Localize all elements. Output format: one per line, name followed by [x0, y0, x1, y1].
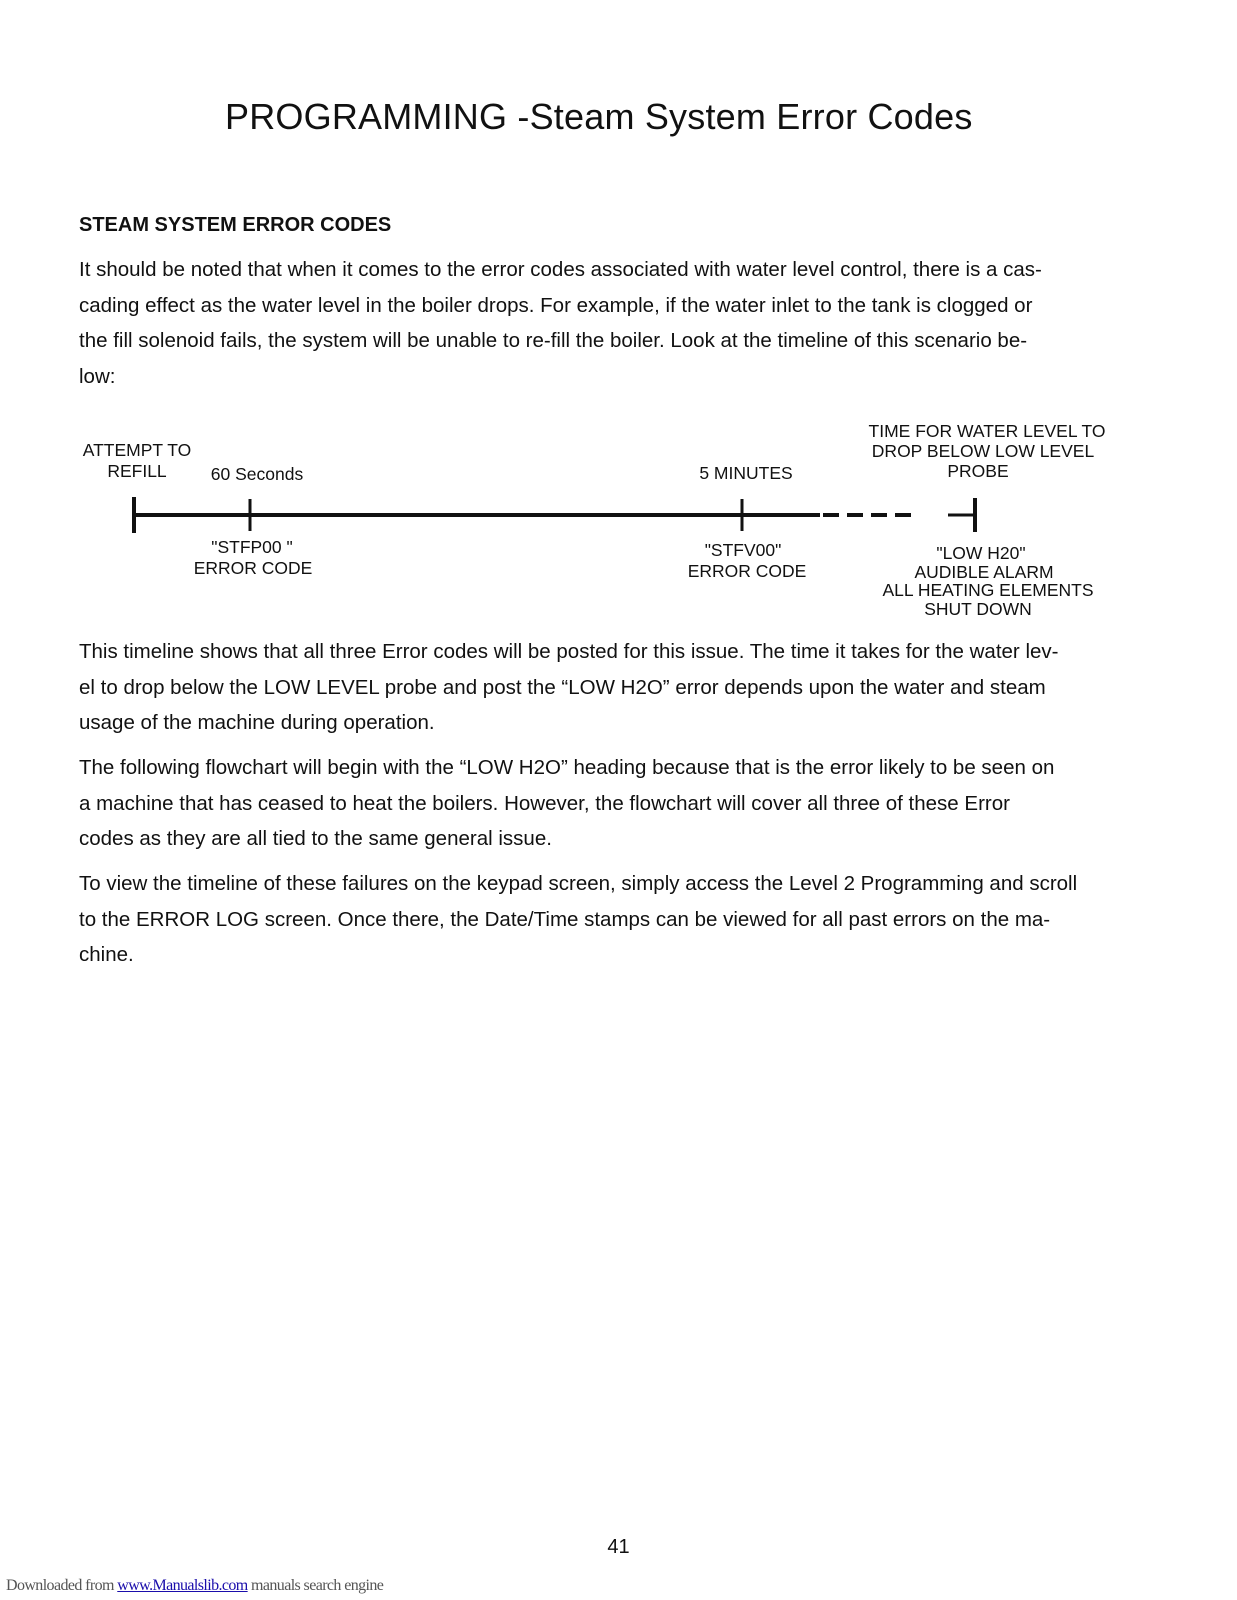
footer-prefix: Downloaded from — [6, 1577, 118, 1594]
intro-paragraph — [79, 252, 1169, 394]
t2-code-line: "STFV00" — [704, 540, 782, 560]
t3-label-line: PROBE — [947, 461, 1009, 481]
text-line: To view the timeline of these failures on the keypad screen, simply access the Level 2 Programming and scroll — [79, 872, 1078, 895]
text-line: the fill solenoid fails, the system will be unable to re-fill the boiler. Look at the timeline of this scenario be- — [79, 329, 1028, 352]
t2-code-line: ERROR CODE — [687, 561, 807, 581]
section-heading: STEAM SYSTEM ERROR CODES — [79, 214, 392, 236]
download-footer — [6, 1577, 383, 1595]
t3-label-line: DROP BELOW LOW LEVEL — [871, 441, 1095, 461]
text-line: usage of the machine during operation. — [79, 711, 435, 734]
t3-result-line: AUDIBLE ALARM — [914, 562, 1054, 582]
manualslib-link[interactable]: www.Manualslib.com — [117, 1577, 248, 1594]
timeline-diagram — [60, 420, 1140, 630]
error-log-paragraph — [79, 866, 1169, 973]
flowchart-intro-paragraph — [79, 750, 1169, 857]
text-line: low: — [79, 364, 116, 388]
t1-code-line: "STFP00 " — [211, 537, 293, 557]
t2-label: 5 MINUTES — [699, 463, 793, 483]
t3-result-line: ALL HEATING ELEMENTS — [882, 580, 1094, 600]
t1-label: 60 Seconds — [210, 464, 304, 484]
page-number: 41 — [607, 1536, 630, 1558]
t1-code-line: ERROR CODE — [193, 558, 313, 578]
timeline-explanation-paragraph — [79, 634, 1169, 741]
text-line: to the ERROR LOG screen. Once there, the Date/Time stamps can be viewed for all past errors on the ma- — [79, 907, 1051, 931]
text-line: It should be noted that when it comes to the error codes associated with water level control, there is a cas- — [79, 258, 1042, 281]
text-line: The following flowchart will begin with the “LOW H2O” heading because that is the error likely to be seen on — [79, 756, 1055, 779]
text-line: el to drop below the LOW LEVEL probe and post the “LOW H2O” error depends upon the water and steam — [79, 675, 1046, 699]
t3-result-line: SHUT DOWN — [924, 599, 1032, 619]
page-title: PROGRAMMING -Steam System Error Codes — [225, 96, 973, 137]
attempt-label-line: ATTEMPT TO — [82, 440, 192, 460]
text-line: chine. — [79, 943, 134, 966]
t3-label-line: TIME FOR WATER LEVEL TO — [868, 421, 1106, 441]
text-line: codes as they are all tied to the same general issue. — [79, 827, 552, 850]
attempt-label-line: REFILL — [107, 461, 167, 481]
text-line: a machine that has ceased to heat the boilers. However, the flowchart will cover all three of these Error — [79, 791, 1010, 815]
t3-result-line: "LOW H20" — [936, 543, 1026, 563]
footer-suffix: manuals search engine — [247, 1577, 384, 1594]
text-line: cading effect as the water level in the boiler drops. For example, if the water inlet to the tank is clogged or — [79, 293, 1033, 317]
text-line: This timeline shows that all three Error codes will be posted for this issue. The time it takes for the water lev- — [79, 640, 1059, 663]
